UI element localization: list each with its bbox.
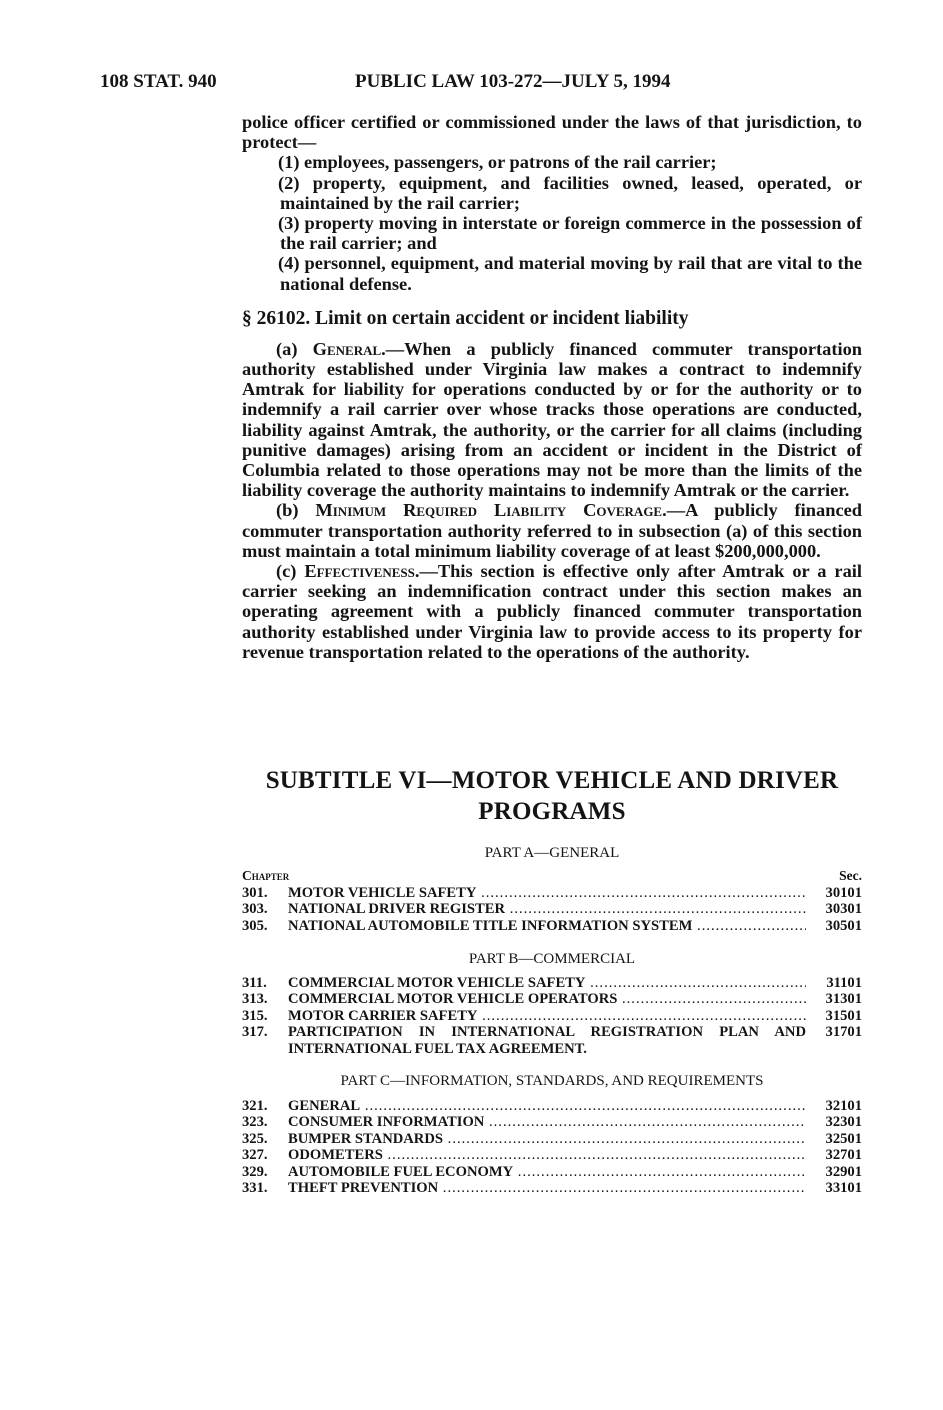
toc-row [242, 1024, 862, 1057]
intro-paragraph: police officer certified or commissioned under the laws of that jurisdiction, to protect— [242, 112, 862, 153]
dot-leader [692, 918, 806, 934]
chapter-number: 315. [242, 1007, 268, 1024]
subsection-a-caption: General. [312, 338, 386, 359]
chapter-title-text: NATIONAL AUTOMOBILE TITLE INFORMATION SYSTEM [288, 917, 693, 934]
dot-leader [383, 1147, 806, 1163]
law-title: PUBLIC LAW 103-272—JULY 5, 1994 [355, 71, 671, 92]
chapter-title [288, 1098, 806, 1114]
dot-leader [443, 1131, 806, 1147]
part-b-table [242, 975, 862, 1057]
chapter-title-text: AUTOMOBILE FUEL ECONOMY [288, 1163, 514, 1180]
toc-row [242, 1180, 862, 1196]
subsection-a-text: —When a publicly financed commuter transportation authority established under Virginia law makes a contract to indemnify Amtrak for liability for operations conducted by or for the authority or to indemnify a rail carrier over whose tracks those operations are conducted, liability against Amtrak, the authority, or the carrier for all claims (including punitive damages) arising from an accident or incident in the District of Columbia related to those operations may not be more than the limits of the liability coverage the authority maintains to indemnify Amtrak or the carrier. [242, 338, 862, 501]
subsection-b-caption: Minimum Required Liability Coverage. [315, 500, 667, 521]
chapter-number: 329. [242, 1163, 268, 1180]
toc-row [242, 1147, 862, 1163]
dot-leader [476, 885, 806, 901]
subsection-c-caption: Effectiveness. [304, 561, 420, 582]
toc-row [242, 1098, 862, 1114]
toc-row [242, 975, 862, 991]
part-b-heading: PART B—COMMERCIAL [468, 951, 636, 967]
chapter-title [288, 1164, 806, 1180]
chapter-title-text: CONSUMER INFORMATION [288, 1114, 485, 1131]
toc-row [242, 885, 862, 901]
chapter-title-text: THEFT PREVENTION [288, 1179, 439, 1196]
chapter-title [288, 1114, 806, 1130]
toc-row [242, 1114, 862, 1130]
section-number: 32101 [825, 1098, 862, 1114]
section-number: 32501 [825, 1130, 862, 1147]
section-number: 30501 [825, 917, 862, 934]
chapter-title [288, 975, 806, 991]
subsection-c-text: —This section is effective only after Amtrak or a rail carrier seeking an indemnification contract under this section makes an operating agreement with a publicly financed commuter transportation authority established under Virginia law to provide access to its property for revenue transportation related to the operations of the authority. [242, 561, 862, 662]
chapter-title-text: GENERAL [288, 1098, 361, 1114]
part-c-table [242, 1098, 862, 1196]
chapter-title-text: COMMERCIAL MOTOR VEHICLE OPERATORS [288, 991, 618, 1008]
chapter-title-text: PARTICIPATION IN INTERNATIONAL REGISTRATION PLAN AND INTERNATIONAL FUEL TAX AGREEMENT. [288, 1024, 806, 1057]
chapter-number: 323. [242, 1114, 268, 1131]
subsection-b-text: —A publicly financed commuter transportation authority referred to in subsection (a) of this section must maintain a total minimum liability coverage of at least $200,000,000. [242, 500, 862, 561]
dot-leader [617, 991, 806, 1007]
protect-item-2: (2) property, equipment, and facilities owned, leased, operated, or maintained by the rail carrier; [278, 172, 862, 213]
chapter-title [288, 1024, 806, 1057]
chapter-title [288, 1180, 806, 1196]
chapter-title-text: BUMPER STANDARDS [288, 1130, 444, 1147]
dot-leader [484, 1114, 806, 1130]
protect-item-1: (1) employees, passengers, or patrons of the rail carrier; [278, 152, 717, 173]
chapter-number: 317. [242, 1024, 268, 1041]
subsection-a [242, 339, 862, 501]
chapter-title [288, 901, 806, 917]
chapter-title [288, 1008, 806, 1024]
protect-item-3: (3) property moving in interstate or foreign commerce in the possession of the rail carrier; and [278, 213, 862, 254]
toc-row [242, 918, 862, 934]
chapter-number: 301. [242, 885, 268, 901]
chapter-title-text: MOTOR VEHICLE SAFETY [288, 885, 477, 901]
chapter-title [288, 1131, 806, 1147]
subtitle-heading [242, 765, 862, 827]
chapter-title-text: COMMERCIAL MOTOR VEHICLE SAFETY [288, 975, 586, 991]
chapter-number: 303. [242, 901, 268, 918]
section-number: 31501 [825, 1007, 862, 1024]
dot-leader [505, 901, 806, 917]
section-number: 31101 [826, 975, 862, 991]
toc-row [242, 1131, 862, 1147]
chapter-number: 313. [242, 991, 268, 1008]
chapter-number: 311. [242, 975, 267, 991]
dot-leader [438, 1180, 806, 1196]
chapter-title-text: NATIONAL DRIVER REGISTER [288, 901, 506, 918]
running-header [0, 71, 943, 95]
body-text [242, 112, 862, 662]
chapter-title [288, 1147, 806, 1163]
dot-leader [477, 1008, 806, 1024]
section-number: 32701 [825, 1147, 862, 1164]
dot-leader [585, 975, 806, 991]
chapter-number: 305. [242, 917, 268, 934]
chapter-title-text: MOTOR CARRIER SAFETY [288, 1007, 478, 1024]
subtitle-line-1: SUBTITLE VI—MOTOR VEHICLE AND DRIVER [265, 767, 839, 794]
part-a-table [242, 868, 862, 934]
subsection-c-label: (c) [276, 561, 305, 582]
section-number: 31301 [825, 991, 862, 1008]
section-number: 30101 [825, 885, 862, 901]
toc-row [242, 1008, 862, 1024]
chapter-title [288, 991, 806, 1007]
section-number: 30301 [825, 901, 862, 918]
dot-leader [513, 1164, 806, 1180]
chapter-number: 321. [242, 1098, 268, 1114]
part-a-heading: PART A—GENERAL [484, 845, 620, 861]
chapter-column-label: Chapter [242, 868, 290, 883]
toc-row [242, 901, 862, 917]
section-number: 31701 [825, 1024, 862, 1041]
chapter-number: 325. [242, 1130, 268, 1147]
dot-leader [360, 1098, 806, 1114]
section-number: 33101 [825, 1179, 862, 1196]
protect-item-4: (4) personnel, equipment, and material moving by rail that are vital to the national defense. [278, 253, 862, 294]
subsection-b-label: (b) [276, 500, 316, 521]
subsection-b [242, 500, 862, 561]
subtitle-line-2: PROGRAMS [478, 798, 626, 825]
subsection-a-label: (a) [276, 338, 313, 359]
section-heading: § 26102. Limit on certain accident or incident liability [242, 307, 689, 329]
toc-row [242, 991, 862, 1007]
toc-column-header [242, 868, 862, 885]
part-c-heading: PART C—INFORMATION, STANDARDS, AND REQUIREMENTS [340, 1073, 764, 1089]
sec-column-label: Sec. [839, 868, 862, 883]
section-number: 32301 [825, 1114, 862, 1131]
chapter-title [288, 918, 806, 934]
section-number: 32901 [825, 1163, 862, 1180]
subsection-c [242, 561, 862, 662]
chapter-title-text: ODOMETERS [288, 1147, 383, 1164]
chapter-number: 331. [242, 1179, 268, 1196]
toc-row [242, 1164, 862, 1180]
chapter-number: 327. [242, 1147, 268, 1164]
chapter-title [288, 885, 806, 901]
stat-page-reference: 108 STAT. 940 [100, 71, 217, 92]
